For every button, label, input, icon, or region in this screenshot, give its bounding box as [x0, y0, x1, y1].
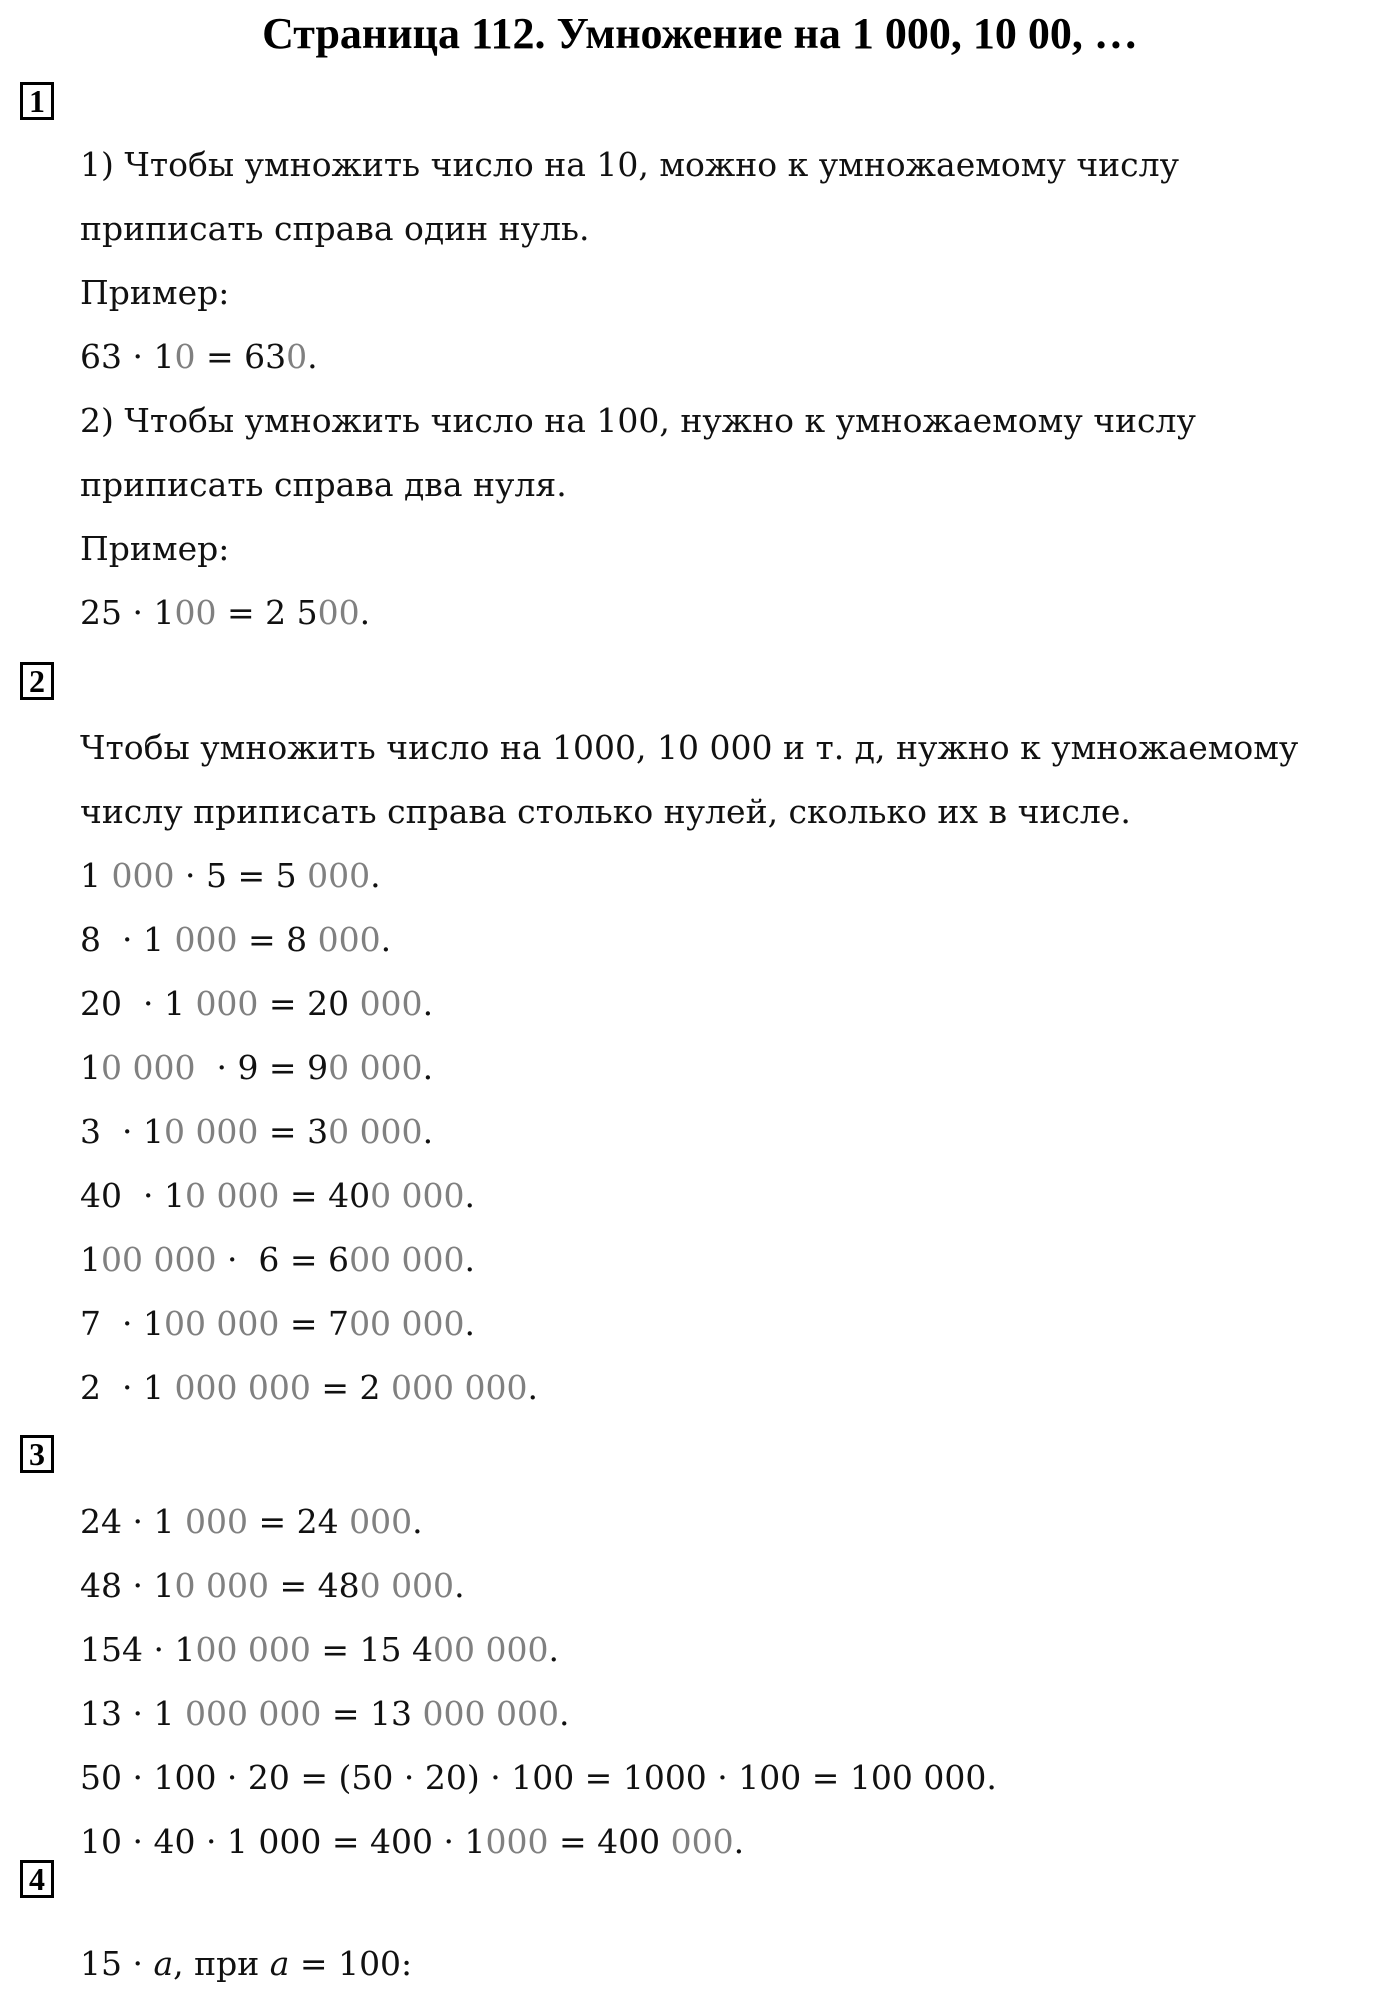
- task-number-box: 3: [20, 1435, 54, 1473]
- text-line: [80, 1694, 570, 1734]
- text-segment: .: [464, 1240, 476, 1279]
- text-line: [80, 1112, 433, 1152]
- text-line: [80, 1566, 465, 1606]
- text-line: [80, 1758, 997, 1798]
- appended-zeros: 000: [184, 1502, 248, 1541]
- text-segment: 13 · 1: [80, 1694, 185, 1733]
- text-line: [80, 209, 590, 249]
- appended-zeros: 00 000: [349, 1240, 465, 1279]
- appended-zeros: 0 000: [174, 1566, 269, 1605]
- text-segment: Чтобы умножить число на 1000, 10 000 и т. д, нужно к умножаемому: [80, 728, 1299, 767]
- text-segment: = 400: [548, 1822, 671, 1861]
- text-line: [80, 856, 381, 896]
- text-segment: .: [359, 593, 371, 632]
- text-segment: = 100:: [289, 1944, 413, 1983]
- text-segment: 20 · 1: [80, 984, 196, 1023]
- math-variable: a: [153, 1944, 174, 1983]
- text-line: [80, 465, 567, 505]
- text-segment: = 20: [258, 984, 360, 1023]
- text-segment: 48 · 1: [80, 1566, 175, 1605]
- appended-zeros: 00 000: [163, 1304, 280, 1343]
- text-segment: .: [422, 1048, 434, 1087]
- text-segment: 25 · 1: [80, 593, 175, 632]
- text-line: [80, 529, 229, 569]
- text-segment: = 48: [268, 1566, 360, 1605]
- text-line: [80, 1176, 475, 1216]
- appended-zeros: 00: [317, 593, 360, 632]
- text-segment: = 63: [195, 337, 287, 376]
- text-segment: = 40: [279, 1176, 371, 1215]
- task-number-box: 1: [20, 82, 54, 120]
- text-segment: .: [422, 984, 434, 1023]
- text-segment: 50 · 100 · 20 = (50 · 20) · 100 = 1000 · 100 = 100 000.: [80, 1758, 997, 1797]
- appended-zeros: 000 000: [174, 1368, 311, 1407]
- appended-zeros: 0: [286, 337, 308, 376]
- text-segment: 24 · 1: [80, 1502, 185, 1541]
- text-segment: · 9 = 9: [195, 1048, 329, 1087]
- text-line: [80, 1944, 412, 1984]
- appended-zeros: 0 000: [359, 1566, 455, 1605]
- text-segment: 40 · 1: [80, 1176, 185, 1215]
- text-segment: 3 · 1: [80, 1112, 164, 1151]
- appended-zeros: 0 000: [101, 1048, 196, 1087]
- appended-zeros: 0 000: [328, 1048, 423, 1087]
- text-segment: · 5 = 5: [174, 856, 308, 895]
- appended-zeros: 0: [174, 337, 196, 376]
- text-segment: = 24: [247, 1502, 350, 1541]
- text-line: [80, 1304, 475, 1344]
- text-segment: Пример:: [80, 529, 230, 568]
- appended-zeros: 00 000: [101, 1240, 217, 1279]
- appended-zeros: 0 000: [370, 1176, 465, 1215]
- task-number-box: 4: [20, 1860, 54, 1898]
- text-segment: = 13: [321, 1694, 423, 1733]
- task-number-box: 2: [20, 662, 54, 700]
- text-segment: 1: [80, 1240, 101, 1279]
- text-line: [80, 1048, 433, 1088]
- text-line: [80, 593, 370, 633]
- text-segment: 1) Чтобы умножить число на 10, можно к умножаемому числу: [80, 145, 1180, 184]
- text-segment: .: [559, 1694, 570, 1733]
- text-segment: 1: [80, 856, 112, 895]
- text-segment: = 2 5: [216, 593, 318, 632]
- appended-zeros: 000: [359, 984, 423, 1023]
- appended-zeros: 000 000: [184, 1694, 322, 1733]
- appended-zeros: 000: [307, 856, 371, 895]
- text-segment: приписать справа два нуля.: [80, 465, 567, 504]
- appended-zeros: 000: [111, 856, 175, 895]
- text-segment: числу приписать справа столько нулей, сколько их в числе.: [80, 792, 1131, 831]
- text-line: [80, 984, 433, 1024]
- text-segment: .: [548, 1630, 559, 1669]
- appended-zeros: 000: [349, 1502, 413, 1541]
- math-variable: a: [269, 1944, 290, 1983]
- text-segment: .: [527, 1368, 539, 1407]
- text-segment: 154 · 1: [80, 1630, 196, 1669]
- text-segment: .: [412, 1502, 423, 1541]
- appended-zeros: 000 000: [422, 1694, 560, 1733]
- appended-zeros: 000: [670, 1822, 734, 1861]
- text-segment: .: [464, 1304, 476, 1343]
- text-line: [80, 1240, 475, 1280]
- text-segment: 10 · 40 · 1 000 = 400 · 1: [80, 1822, 486, 1861]
- text-line: [80, 1502, 423, 1542]
- appended-zeros: 0 000: [163, 1112, 259, 1151]
- appended-zeros: 00 000: [349, 1304, 465, 1343]
- appended-zeros: 000: [317, 920, 381, 959]
- text-line: [80, 273, 229, 313]
- text-line: [80, 337, 318, 377]
- text-segment: .: [422, 1112, 434, 1151]
- appended-zeros: 000: [195, 984, 259, 1023]
- appended-zeros: 00 000: [195, 1630, 311, 1669]
- text-line: [80, 401, 1196, 441]
- text-segment: = 3: [258, 1112, 329, 1151]
- appended-zeros: 00 000: [433, 1630, 549, 1669]
- text-segment: 63 · 1: [80, 337, 175, 376]
- text-segment: .: [454, 1566, 465, 1605]
- text-line: [80, 1368, 538, 1408]
- text-line: [80, 792, 1131, 832]
- text-segment: , при: [173, 1944, 270, 1983]
- text-line: [80, 728, 1298, 768]
- text-segment: .: [307, 337, 318, 376]
- text-segment: Пример:: [80, 273, 230, 312]
- text-line: [80, 145, 1179, 185]
- text-segment: 8 · 1: [80, 920, 175, 959]
- text-segment: = 2: [310, 1368, 392, 1407]
- text-segment: · 6 = 6: [216, 1240, 350, 1279]
- text-segment: 1: [80, 1048, 101, 1087]
- appended-zeros: 00: [174, 593, 217, 632]
- text-line: [80, 1822, 744, 1862]
- text-segment: 2 · 1: [80, 1368, 175, 1407]
- text-segment: .: [370, 856, 381, 895]
- text-segment: приписать справа один нуль.: [80, 209, 590, 248]
- text-segment: = 15 4: [310, 1630, 434, 1669]
- text-segment: .: [380, 920, 392, 959]
- text-segment: = 8: [237, 920, 318, 959]
- appended-zeros: 000: [174, 920, 238, 959]
- appended-zeros: 000: [485, 1822, 549, 1861]
- text-segment: 2) Чтобы умножить число на 100, нужно к умножаемому числу: [80, 401, 1196, 440]
- page-title: Страница 112. Умножение на 1 000, 10 00, …: [262, 9, 1138, 58]
- text-line: [80, 1630, 559, 1670]
- text-segment: 7 · 1: [80, 1304, 164, 1343]
- appended-zeros: 0 000: [328, 1112, 423, 1151]
- appended-zeros: 000 000: [391, 1368, 528, 1407]
- text-segment: .: [464, 1176, 476, 1215]
- text-segment: 15 ·: [80, 1944, 154, 1983]
- appended-zeros: 0 000: [184, 1176, 280, 1215]
- text-segment: .: [733, 1822, 745, 1861]
- text-line: [80, 920, 391, 960]
- text-segment: = 7: [279, 1304, 350, 1343]
